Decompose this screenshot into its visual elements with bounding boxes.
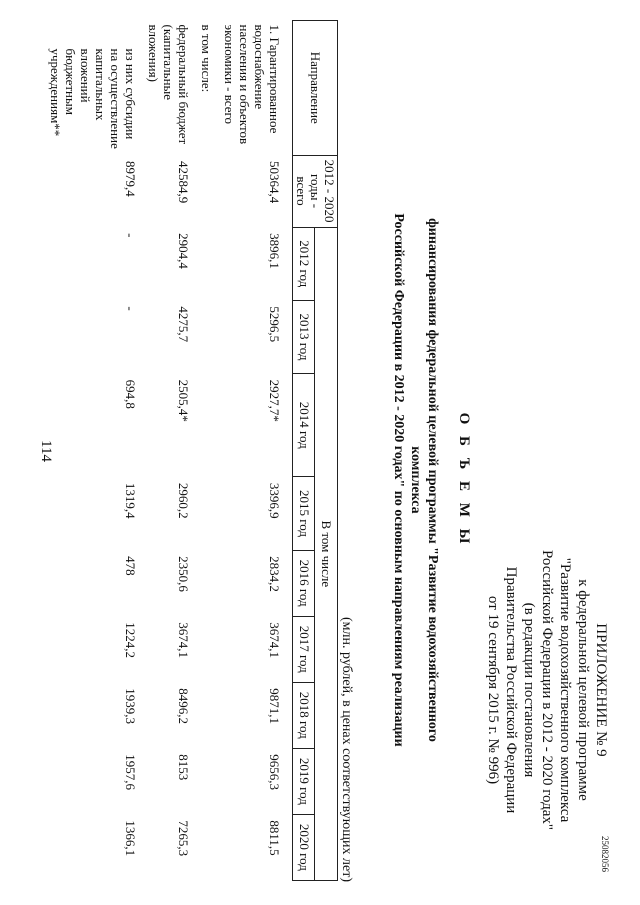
appendix-line: "Развитие водохозяйственного комплекса [557, 557, 573, 823]
document-title: О Б Ъ Е М Ы [456, 412, 472, 548]
row-value: 8153 [176, 754, 191, 781]
appendix-title: ПРИЛОЖЕНИЕ № 9 [593, 623, 609, 757]
row-value: - [123, 233, 138, 238]
year-header: 2015 год [293, 477, 316, 550]
table-row [218, 21, 293, 881]
row-total: 50364,4 [267, 161, 282, 204]
table-row [195, 21, 218, 881]
year-header: 2012 год [293, 227, 316, 300]
row-label: федеральный бюджет (капитальные вложения) [146, 24, 191, 145]
row-label: из них субсидии на осуществление капитальных вложений бюджетным учреждениям** [48, 48, 138, 149]
row-value: 2960,2 [176, 482, 191, 519]
year-header: 2020 год [293, 814, 316, 880]
row-value: 7265,3 [176, 820, 191, 857]
appendix-line: Российской Федерации в 2012 - 2020 годах" [539, 549, 555, 831]
row-value: 9656,3 [267, 754, 282, 791]
row-value: 2350,6 [176, 556, 191, 592]
row-value: 3674,1 [267, 622, 282, 658]
year-header: 2019 год [293, 748, 316, 814]
row-value: 8496,2 [176, 688, 191, 724]
row-value: 1224,2 [123, 622, 138, 658]
row-value [195, 477, 218, 550]
row-value: 5296,5 [267, 306, 282, 343]
row-total: 8979,4 [123, 161, 138, 197]
row-value [195, 814, 218, 880]
document-heading [390, 200, 472, 760]
including-header: В том числе [315, 227, 338, 880]
row-value: 1366,1 [123, 820, 138, 857]
appendix-line: к федеральной целевой программе [575, 579, 591, 801]
page-number: 114 [38, 440, 54, 462]
row-value [195, 550, 218, 616]
row-value: 3396,9 [267, 482, 282, 519]
row-value: 8811,5 [267, 820, 282, 856]
row-value: 478 [123, 556, 138, 576]
year-header: 2018 год [293, 682, 316, 748]
row-total [195, 155, 218, 227]
row-value [195, 300, 218, 373]
row-value: - [123, 306, 138, 311]
row-value [195, 682, 218, 748]
document-subtitle-line: Российской Федерации в 2012 - 2020 годах" по основным направлениям реализации [391, 213, 406, 747]
table-row [44, 21, 142, 881]
row-value: 9871,1 [267, 688, 282, 724]
row-value: 2505,4* [176, 379, 191, 422]
year-header: 2014 год [293, 374, 316, 477]
row-value [195, 227, 218, 300]
row-value: 4275,7 [176, 306, 191, 343]
row-value [195, 616, 218, 682]
year-header: 2017 год [293, 616, 316, 682]
row-value: 3674,1 [176, 622, 191, 658]
units-note: (млн. рублей, в ценах соответствующих лет) [339, 617, 354, 882]
funding-table [44, 20, 338, 881]
appendix-line: от 19 сентября 2015 г. № 996) [485, 595, 501, 785]
total-header: 2012 - 2020 годы - всего [293, 155, 338, 227]
row-value: 1957,6 [123, 754, 138, 791]
document-subtitle-line: финансирования федеральной целевой программы "Развитие водохозяйственного комплекса [408, 218, 440, 742]
table-row [142, 21, 195, 881]
document-code: 25082056 [600, 836, 610, 872]
row-value: 1939,3 [123, 688, 138, 724]
row-value [195, 374, 218, 477]
appendix-line: (в редакции постановления [521, 602, 537, 778]
row-total: 42584,9 [176, 161, 191, 204]
appendix-block [484, 520, 610, 860]
year-header: 2013 год [293, 300, 316, 373]
row-value: 3896,1 [267, 233, 282, 269]
year-header: 2016 год [293, 550, 316, 616]
row-value: 2904,4 [176, 233, 191, 269]
row-value: 2834,2 [267, 556, 282, 592]
row-value [195, 748, 218, 814]
row-value: 1319,4 [123, 482, 138, 519]
row-value: 2927,7* [267, 379, 282, 422]
appendix-line: Правительства Российской Федерации [503, 566, 519, 814]
row-label: в том числе: [199, 24, 214, 93]
row-label: 1. Гарантированное водоснабжение населения и объектов экономики - всего [222, 24, 282, 145]
direction-header: Направление [293, 21, 338, 156]
row-value: 694,8 [123, 379, 138, 409]
